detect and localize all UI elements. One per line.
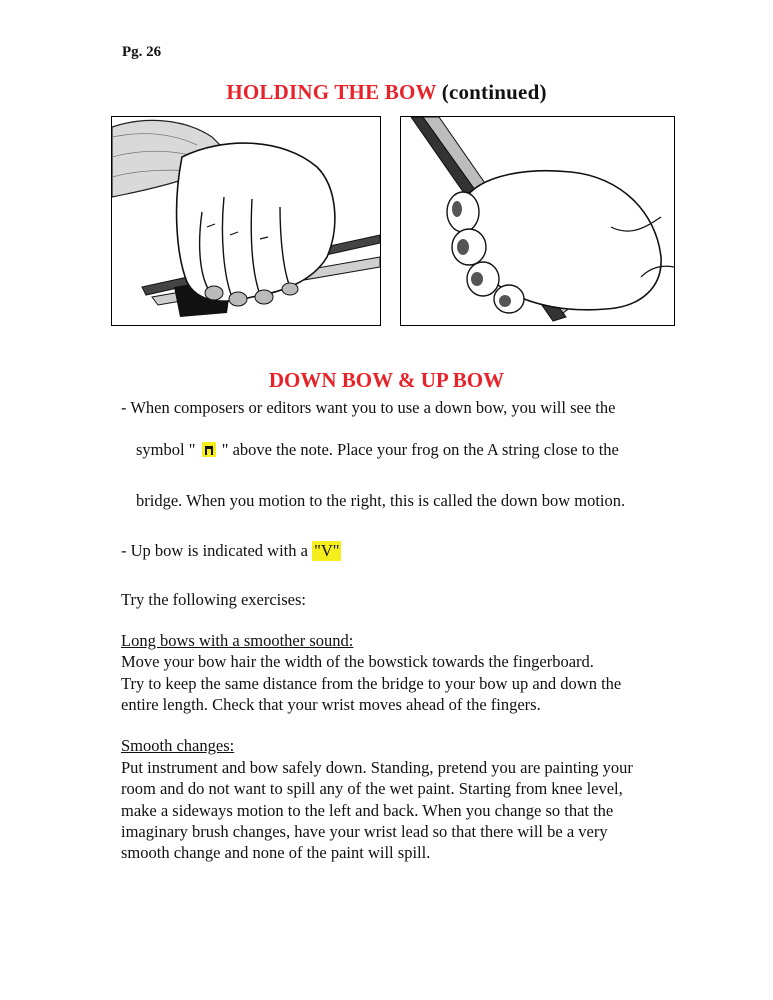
down-bow-symbol-icon <box>202 442 216 457</box>
paragraph-downbow-line-3: bridge. When you motion to the right, this is called the down bow motion. <box>136 491 626 510</box>
section-title: DOWN BOW & UP BOW <box>268 368 505 392</box>
exercise-smooth-changes-line-5: smooth change and none of the paint will spill. <box>121 843 431 862</box>
upbow-text: - Up bow is indicated with a <box>121 541 313 560</box>
exercise-long-bows-line-3: entire length. Check that your wrist moves ahead of the fingers. <box>121 695 541 714</box>
exercise-smooth-changes-line-1: Put instrument and bow safely down. Standing, pretend you are painting your <box>121 758 633 777</box>
exercise-long-bows-line-2: Try to keep the same distance from the bridge to your bow up and down the <box>121 674 622 693</box>
hand-holding-bow-top-view-icon <box>401 117 674 325</box>
exercise-long-bows-line-1: Move your bow hair the width of the bowstick towards the fingerboard. <box>121 652 594 671</box>
exercise-heading-long-bows: Long bows with a smoother sound: <box>121 631 354 650</box>
symbol-text-before: symbol " <box>136 440 196 459</box>
page-title-suffix: (continued) <box>441 80 547 104</box>
paragraph-downbow-line-2 <box>136 440 619 460</box>
bow-hold-illustration-right <box>400 116 675 326</box>
paragraph-downbow-line-1: - When composers or editors want you to use a down bow, you will see the <box>121 398 616 417</box>
exercise-smooth-changes-line-4: imaginary brush changes, have your wrist lead so that there will be a very <box>121 822 608 841</box>
up-bow-symbol-highlight: "V" <box>314 541 340 560</box>
exercises-intro: Try the following exercises: <box>121 590 306 609</box>
exercise-smooth-changes-line-3: make a sideways motion to the left and back. When you change so that the <box>121 801 614 820</box>
exercise-heading-smooth-changes: Smooth changes: <box>121 736 235 755</box>
page-number: Pg. 26 <box>122 44 162 60</box>
symbol-text-after: " above the note. Place your frog on the A string close to the <box>221 440 619 459</box>
page-title-main: HOLDING THE BOW <box>226 80 437 104</box>
page-title <box>0 80 773 105</box>
bow-hold-illustration-left <box>111 116 381 326</box>
hand-holding-bow-side-view-icon <box>112 117 380 325</box>
exercise-smooth-changes-line-2: room and do not want to spill any of the wet paint. Starting from knee level, <box>121 779 623 798</box>
paragraph-upbow <box>121 541 341 561</box>
